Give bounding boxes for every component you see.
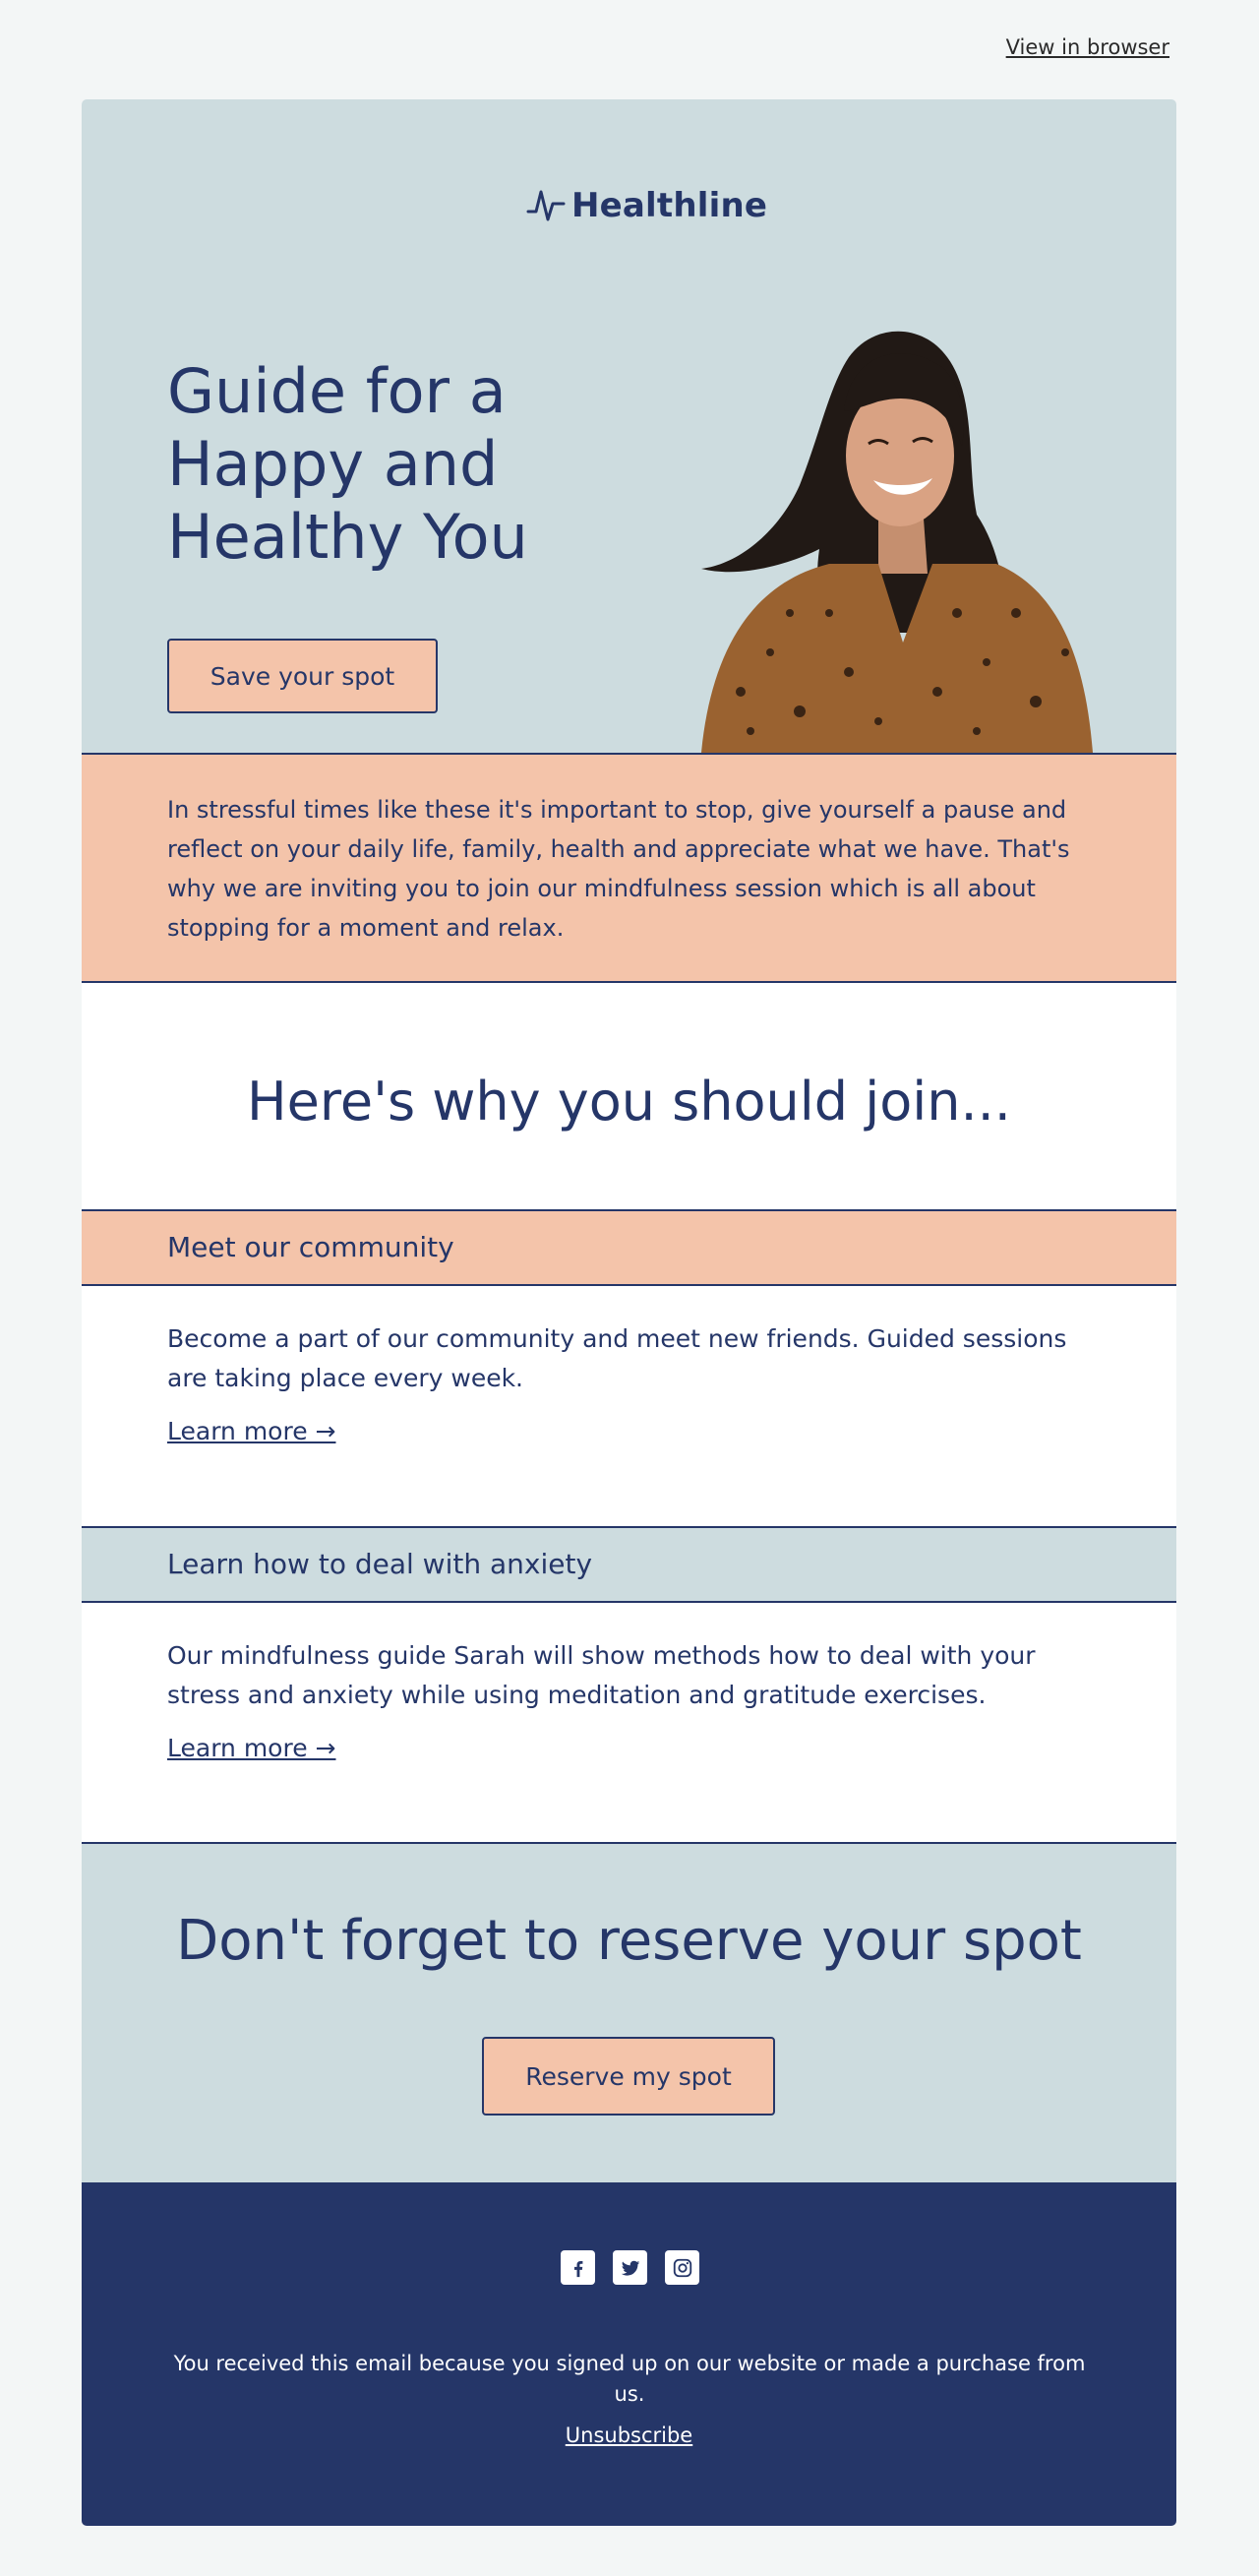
footer bbox=[82, 2182, 1176, 2526]
learn-more-link[interactable]: Learn more → bbox=[167, 1417, 336, 1445]
footer-note: You received this email because you signed up on our website or made a purchase from us. bbox=[173, 2352, 1086, 2406]
save-your-spot-button[interactable]: Save your spot bbox=[167, 639, 438, 713]
section-heading-text: Meet our community bbox=[167, 1231, 454, 1263]
section-heading-community bbox=[82, 1209, 1176, 1286]
twitter-icon[interactable] bbox=[613, 2250, 647, 2285]
why-join-heading: Here's why you should join... bbox=[247, 1071, 1011, 1133]
unsubscribe-row bbox=[82, 2423, 1176, 2447]
section-heading-text: Learn how to deal with anxiety bbox=[167, 1548, 593, 1580]
unsubscribe-link[interactable]: Unsubscribe bbox=[565, 2423, 693, 2447]
logo-text: Healthline bbox=[571, 186, 768, 225]
social-links bbox=[561, 2250, 699, 2285]
healthline-logo[interactable] bbox=[526, 184, 767, 227]
pulse-icon bbox=[526, 186, 566, 225]
hero-title: Guide for a Happy and Healthy You bbox=[167, 355, 528, 573]
section-body-anxiety: Our mindfulness guide Sarah will show methods how to deal with your stress and anxiety while using meditation and gratitude exercises. bbox=[167, 1641, 1036, 1709]
cta-section bbox=[82, 1842, 1176, 2182]
divider bbox=[82, 981, 1176, 983]
section-heading-anxiety bbox=[82, 1526, 1176, 1603]
facebook-icon[interactable] bbox=[561, 2250, 595, 2285]
woman-photo bbox=[682, 318, 1095, 753]
reserve-my-spot-button[interactable]: Reserve my spot bbox=[482, 2037, 775, 2116]
intro-section bbox=[82, 755, 1176, 981]
learn-more-link[interactable]: Learn more → bbox=[167, 1734, 336, 1762]
instagram-icon[interactable] bbox=[665, 2250, 699, 2285]
intro-text: In stressful times like these it's important to stop, give yourself a pause and reflect on your daily life, family, health and appreciate what we have. That's why we are inviting you to join our mindfulness session which is all about stopping for a moment and relax. bbox=[167, 796, 1070, 942]
cta-title: Don't forget to reserve your spot bbox=[176, 1909, 1082, 1973]
email-card bbox=[82, 99, 1176, 2526]
section-body-community: Become a part of our community and meet new friends. Guided sessions are taking place every week. bbox=[167, 1324, 1067, 1392]
view-in-browser-link[interactable]: View in browser bbox=[1005, 35, 1169, 59]
hero-section bbox=[82, 99, 1176, 753]
